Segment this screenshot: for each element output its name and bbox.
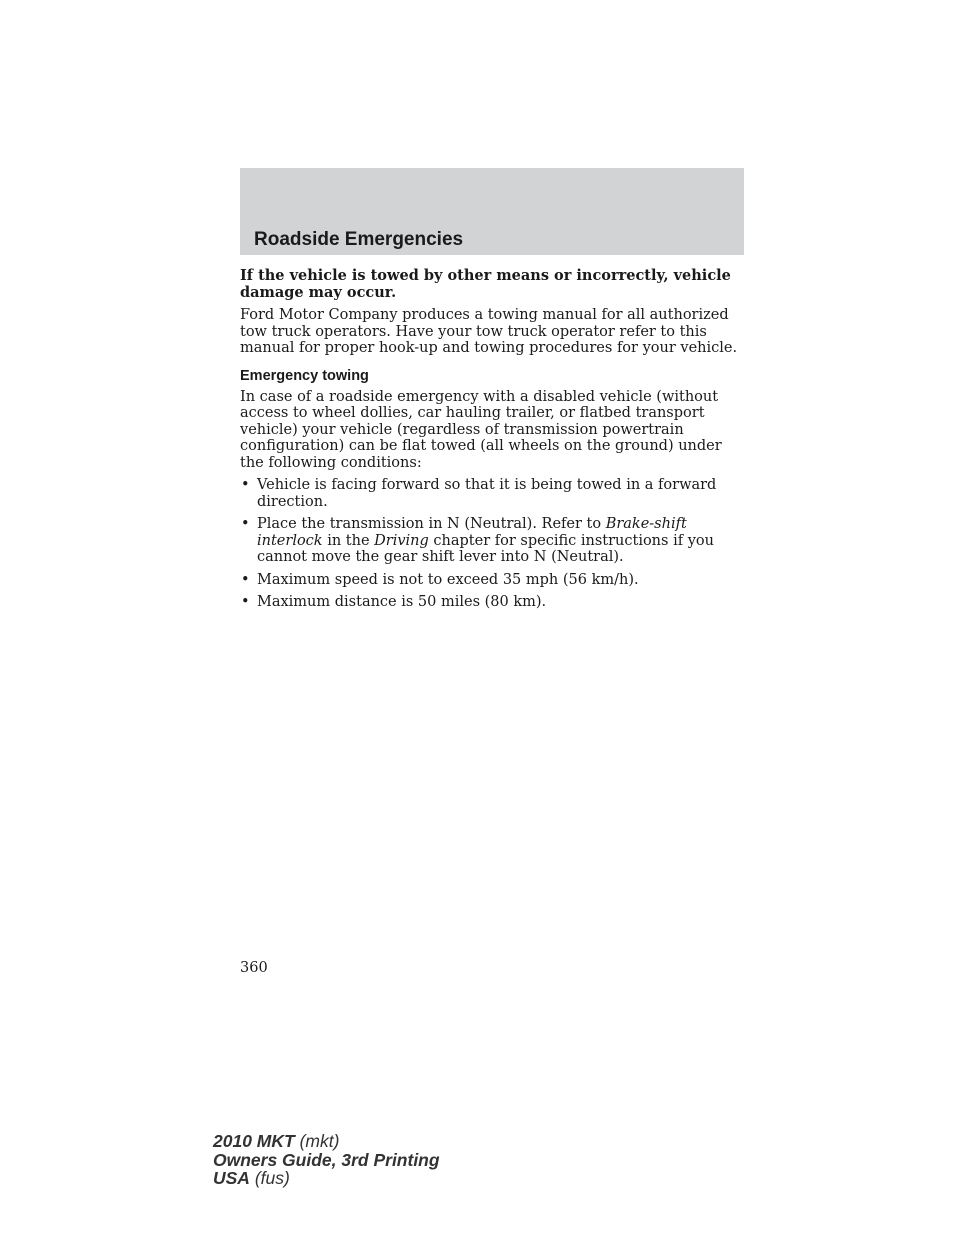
footer-model-code: (mkt) [294, 1131, 340, 1151]
chapter-title: Roadside Emergencies [254, 229, 464, 250]
bullet-icon: • [241, 477, 250, 493]
footer-guide: Owners Guide, 3rd Printing [213, 1149, 440, 1170]
page-content [240, 268, 746, 617]
list-item-text-part: Place the transmission in N (Neutral). Refer to [257, 516, 606, 532]
warning-text: If the vehicle is towed by other means or incorrectly, vehicle damage may occur. [240, 267, 731, 301]
list-item-text: Maximum speed is not to exceed 35 mph (56 km/h). [257, 571, 639, 588]
footer-line-guide [213, 1151, 440, 1170]
footer-model: 2010 MKT [213, 1131, 295, 1151]
conditions-list [240, 477, 746, 611]
list-item [240, 594, 746, 611]
list-item [240, 516, 746, 566]
footer-line-market [213, 1169, 440, 1188]
list-item-text: Vehicle is facing forward so that it is being towed in a forward direction. [257, 477, 717, 510]
bullet-icon: • [241, 516, 250, 532]
page-number: 360 [240, 960, 268, 976]
bullet-icon: • [241, 594, 250, 610]
footer-line-model [213, 1132, 440, 1151]
section-heading: Emergency towing [240, 367, 369, 384]
list-item [240, 477, 746, 510]
cross-reference-driving-chapter: Driving [374, 532, 429, 549]
list-item-text-part: in the [322, 532, 375, 549]
section-header-band [240, 168, 744, 255]
list-item-text-part: chapter for specific instructions if you cannot move the gear shift lever into N (Neutral). [257, 532, 714, 565]
document-footer [213, 1132, 440, 1188]
section-paragraph: In case of a roadside emergency with a disabled vehicle (without access to wheel dollies, car hauling trailer, or flatbed transport vehicle) your vehicle (regardless of transmission powertrain configuration) can be flat towed (all wheels on the ground) under the following conditions: [240, 388, 722, 471]
bullet-icon: • [241, 571, 250, 588]
intro-paragraph: Ford Motor Company produces a towing manual for all authorized tow truck operators. Have your tow truck operator refer to this manual for proper hook-up and towing procedures for your vehicle. [240, 307, 738, 356]
list-item [240, 572, 746, 589]
cross-reference-brake-shift-interlock: Brake-shift interlock [257, 516, 687, 549]
list-item-text [257, 516, 714, 565]
list-item-text: Maximum distance is 50 miles (80 km). [257, 594, 547, 610]
footer-market: USA [213, 1168, 250, 1188]
footer-market-code: (fus) [249, 1168, 290, 1188]
